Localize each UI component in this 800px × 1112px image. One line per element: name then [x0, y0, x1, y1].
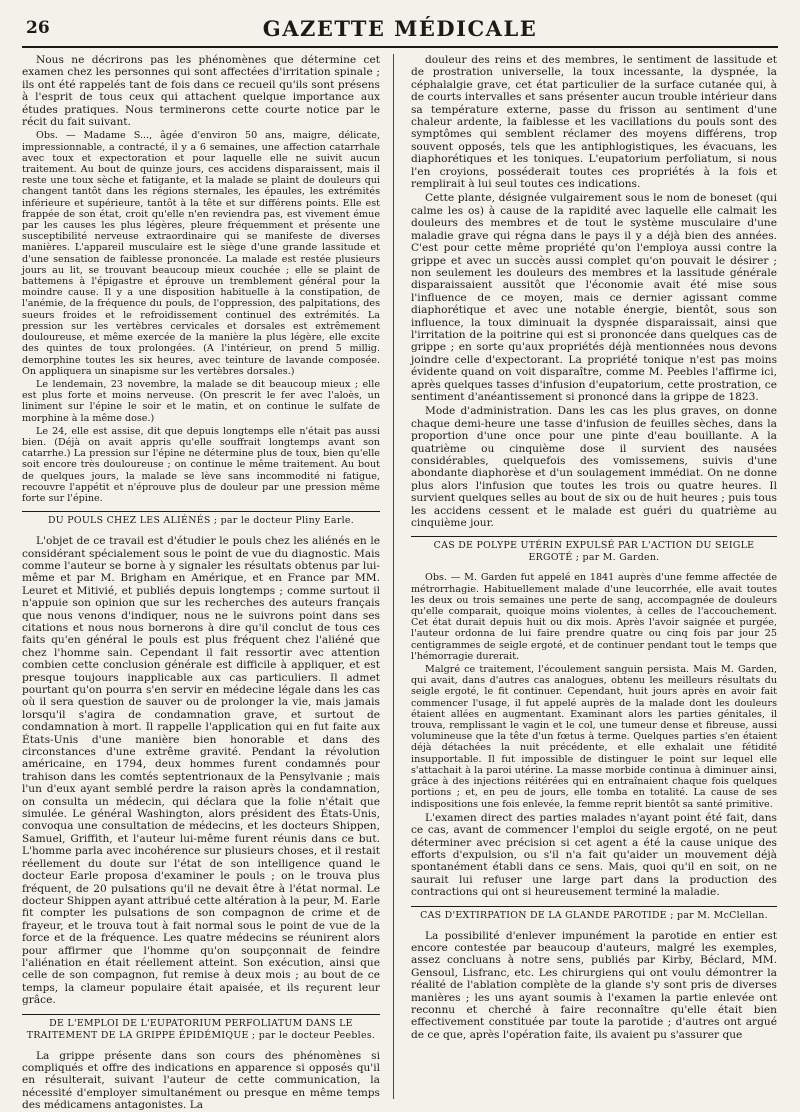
article-heading: DU POULS CHEZ LES ALIÉNÉS ; par le docteur Pliny Earle. — [22, 511, 380, 527]
paragraph: Nous ne décrirons pas les phénomènes que détermine cet examen chez les personnes qui sont affectées d'irritation spinale ; ils ont été rappelés tant de fois dans ce recueil qu'ils sont présens à l'esprit de tous ceux qui attachent quelque importance aux études pratiques. Nous terminerons cette courte notice par le récit du fait suivant. — [22, 54, 380, 129]
article-heading: DE L'EMPLOI DE L'EUPATORIUM PERFOLIATUM DANS LE TRAITEMENT DE LA GRIPPE ÉPIDÉMIQUE ; par le docteur Peebles. — [22, 1014, 380, 1042]
left-column — [22, 54, 380, 1112]
paragraph: Mode d'administration. Dans les cas les plus graves, on donne chaque demi-heure une tasse d'infusion de feuilles sèches, dans la proportion d'une once pour une pinte d'eau bouillante. A la quatrième ou cinquième dose il survient des nausées considérables, quelquefois des vomissemens, suivis d'une abondante diaphorèse et d'un soulagement immédiat. On ne donne plus alors l'infusion que toutes les trois ou quatre heures. Il survient quelques selles au bout de six ou de huit heures ; puis tous les accidens cessent et le malade est guéri du quatrième au cinquième jour. — [411, 405, 777, 530]
page-number: 26 — [26, 18, 50, 38]
observation: Obs. — Madame S..., âgée d'environ 50 ans, maigre, délicate, impressionnable, a contracté, il y a 6 semaines, une affection catarrhale avec toux et expectoration et pour laquelle elle ne suivit aucun traitement. Au bout de quinze jours, ces accidens disparaissent, mais il reste une toux sèche et fatigante, et la malade se plaint de douleurs qui changent tantôt dans les régions sternales, les épaules, les extrémités inférieure et supérieure, tantôt à la tête et sur différens points. Elle est frappée de son état, croit qu'elle n'en reviendra pas, est vivement émue par les causes les plus légères, pleure fréquemment et présente une susceptibilité nerveuse extraordinaire qui se manifeste de diverses manières. L'appareil musculaire est le siège d'une grande lassitude et d'une sensation de faiblesse prononcée. La malade est restée plusieurs jours au lit, se trouvant beaucoup mieux couchée ; elle se plaint de battemens à l'épigastre et éprouve un tremblement général pour la moindre cause. Il y a une disposition habituelle à la constipation, de l'anémie, de la fréquence du pouls, de l'oppression, des palpitations, des sueurs froides et le refroidissement continuel des extrémités. La pression sur les vertèbres cervicales et dorsales est extrêmement douloureuse, et même exercée de la manière la plus légère, elle excite des quintes de toux prolongées. (A l'intérieur, on prend 5 millig. demorphine toutes les six heures, avec teinture de lavande composée. On appliquera un sinapisme sur les vertèbres dorsales.) — [22, 130, 380, 377]
right-column — [411, 54, 777, 1099]
paragraph: Le 24, elle est assise, dit que depuis longtemps elle n'était pas aussi bien. (Déjà on avait appris qu'elle souffrait longtemps avant son catarrhe.) La pression sur l'épine ne détermine plus de toux, bien qu'elle soit encore très douloureuse ; on continue le même traitement. Au bout de quelques jours, la malade se lève sans incommodité ni fatigue, recouvre l'appétit et n'éprouve plus de douleur par une pression même forte sur l'épine. — [22, 425, 380, 504]
paragraph: Cette plante, désignée vulgairement sous le nom de boneset (qui calme les os) à cause de la rapidité avec laquelle elle calmait les douleurs des membres et de tout le système musculaire d'une maladie grave qui régna dans le pays il y a déjà bien des années. C'est pour cette même propriété qu'on l'employa aussi contre la grippe et avec un succès aussi complet qu'on pouvait le désirer ; non seulement les douleurs des membres et la lassitude générale disparaissaient aussitôt que l'économie avait été mise sous l'influence de ce moyen, mais ce dernier agissant comme diaphorétique et avec une notable énergie, bientôt, sous son influence, la toux diminuait la dyspnée disparaissait, ainsi que l'irritation de la poitrine qui est si prononcée dans quelques cas de grippe ; en sorte qu'aux propriétés déjà mentionnées nous devons joindre celle d'expectorant. La propriété tonique n'est pas moins évidente quand on voit disparaître, comme M. Peebles l'affirme ici, après quelques tasses d'infusion d'eupatorium, cette prostration, ce sentiment d'anéantissement si prononcé dans la grippe de 1823. — [411, 192, 777, 403]
article-heading: CAS D'EXTIRPATION DE LA GLANDE PAROTIDE ; par M. McClellan. — [411, 906, 777, 922]
masthead-title: GAZETTE MÉDICALE — [262, 16, 538, 41]
paragraph: Malgré ce traitement, l'écoulement sanguin persista. Mais M. Garden, qui avait, dans d'autres cas analogues, obtenu les meilleurs résultats du seigle ergoté, le fit continuer. Cependant, huit jours après en avoir fait commencer l'usage, il fut appelé auprès de la malade dont les douleurs étaient allées en augmentant. Examinant alors les parties génitales, il trouva, remplissant le vagin et le col, une tumeur dense et fibreuse, aussi volumineuse que la tête d'un fœtus à terme. Quelques parties s'en étaient déjà détachées la nuit précédente, et elle exhalait une fétidité insupportable. Il fut impossible de distinguer le point sur lequel elle s'attachait à la paroi utérine. La masse morbide continua à diminuer ainsi, grâce à des injections réitérées qui en entraînaient chaque fois quelques portions ; et, en peu de jours, elle tomba en totalité. La cause de ses indispositions une fois enlevée, la femme reprit bientôt sa santé primitive. — [411, 664, 777, 810]
article-heading: CAS DE POLYPE UTÉRIN EXPULSÉ PAR L'ACTION DU SEIGLE ERGOTÉ ; par M. Garden. — [411, 536, 777, 564]
column-divider — [393, 54, 394, 1099]
paragraph: La possibilité d'enlever impunément la parotide en entier est encore contestée par beaucoup d'auteurs, malgré les exemples, assez concluans à notre sens, publiés par Kirby, Béclard, MM. Gensoul, Lisfranc, etc. Les chirurgiens qui ont voulu démontrer la réalité de l'ablation complète de la glande s'y sont pris de diverses manières ; les uns ayant soumis à l'examen la partie enlevée ont reconnu et cherché à faire reconnaître qu'elle était bien effectivement constituée par toute la parotide ; d'autres ont argué de ce que, après l'opération faite, ils avaient pu s'assurer que — [411, 929, 777, 1041]
observation: Obs. — M. Garden fut appelé en 1841 auprès d'une femme affectée de métrorrhagie. Habituellement malade d'une leucorrhée, elle avait toutes les deux ou trois semaines une perte de sang, accompagnée de douleurs qu'elle comparait, quoique moins violentes, à celles de l'accouchement. Cet état durait depuis huit ou dix mois. Après l'avoir saignée et purgée, l'auteur ordonna de lui faire prendre quatre ou cinq fois par jour 25 centigrammes de seigle ergoté, et de continuer pendant tout le temps que l'hémorragie durerait. — [411, 572, 777, 662]
paragraph: L'objet de ce travail est d'étudier le pouls chez les aliénés en le considérant spécialement sous le point de vue du diagnostic. Mais comme l'auteur se borne à y signaler les résultats obtenus par lui-même et par M. Brigham en Amérique, et en France par MM. Leuret et Mitivié, et publiés depuis longtemps ; comme surtout il n'appuie son opinion que sur les recherches des auteurs français que nous venons d'indiquer, nous ne le suivrons point dans ses citations et nous nous bornerons à dire qu'il conclut de tous ces faits qu'en général le pouls est plus fréquent chez l'aliéné que chez l'homme sain. Cependant il fait ressortir avec attention combien cette conclusion générale est difficile à appliquer, et est presque toujours inapplicable aux cas particuliers. Il admet pourtant qu'on pourra s'en servir en médecine légale dans les cas où il sera question de sauver ou de prolonger la vie, mais jamais lorsqu'il s'agira de condamnation grave, et surtout de condamnation à mort. Il rappelle l'application qui en fut faite aux États-Unis d'une manière bien honorable et dans des circonstances d'une extrême gravité. Pendant la révolution américaine, en 1794, deux hommes furent condamnés pour trahison dans les comtés septentrionaux de la Pensylvanie ; mais l'un d'eux ayant semblé perdre la raison après la condamnation, on consulta un médecin, qui déclara que la folie n'était que simulée. Le général Washington, alors président des États-Unis, convoqua une consultation de médecins, et les docteurs Shippen, Samuel, Griffith, et l'auteur lui-même furent réunis dans ce but. L'homme parla avec incohérence sur plusieurs choses, et il restait réellement du doute sur l'état de son intelligence quand le docteur Earle proposa d'examiner le pouls ; on le trouva plus fréquent, de 20 pulsations qu'il ne devait être à l'état normal. Le docteur Shippen ayant attribué cette altération à la peur, M. Earle fit compter les pulsations de son compagnon de crime et de frayeur, et le trouva tout à fait normal sous le point de vue de la force et de la fréquence. Les quatre médecins se réunirent alors pour affirmer que l'homme qu'on soupçonnait de feindre l'aliénation en était réellement atteint. Son exécution, ainsi que celle de son compagnon, fut remise à deux mois ; au bout de ce temps, la clameur populaire était apaisée, et ils reçurent leur grâce. — [22, 535, 380, 1007]
paragraph: Le lendemain, 23 novembre, la malade se dit beaucoup mieux ; elle est plus forte et moins nerveuse. (On prescrit le fer avec l'aloès, un liniment sur l'épine le soir et le matin, et on continue le sulfate de morphine à la même dose.) — [22, 378, 380, 424]
paragraph: douleur des reins et des membres, le sentiment de lassitude et de prostration universelle, la toux incessante, la dyspnée, la céphalalgie grave, cet état particulier de la surface cutanée qui, à de courts intervalles et sans présenter aucun trouble intérieur dans sa température externe, passe du frisson au sentiment d'une chaleur ardente, la faiblesse et les vacillations du pouls sont des symptômes qui semblent réclamer des moyens différens, trop souvent opposés, tels que les antiphlogistiques, les évacuans, les diaphorétiques et les toniques. L'eupatorium perfoliatum, si nous l'en croyions, posséderait toutes ces propriétés à la fois et remplirait à lui seul toutes ces indications. — [411, 54, 777, 191]
paragraph: L'examen direct des parties malades n'ayant point été fait, dans ce cas, avant de commencer l'emploi du seigle ergoté, on ne peut déterminer avec précision si cet agent a été la cause unique des efforts d'expulsion, ou s'il n'a fait qu'aider un mouvement déjà spontanément établi dans ce sens. Mais, quoi qu'il en soit, on ne saurait lui refuser une large part dans la production des contractions qui ont si heureusement terminé la maladie. — [411, 811, 777, 899]
page-header — [22, 16, 778, 48]
paragraph: La grippe présente dans son cours des phénomènes si compliqués et offre des indications en apparence si opposés qu'il en résulterait, suivant l'auteur de cette communication, la nécessité d'employer simultanément ou presque en même temps des médicamens antagonistes. La — [22, 1049, 380, 1112]
